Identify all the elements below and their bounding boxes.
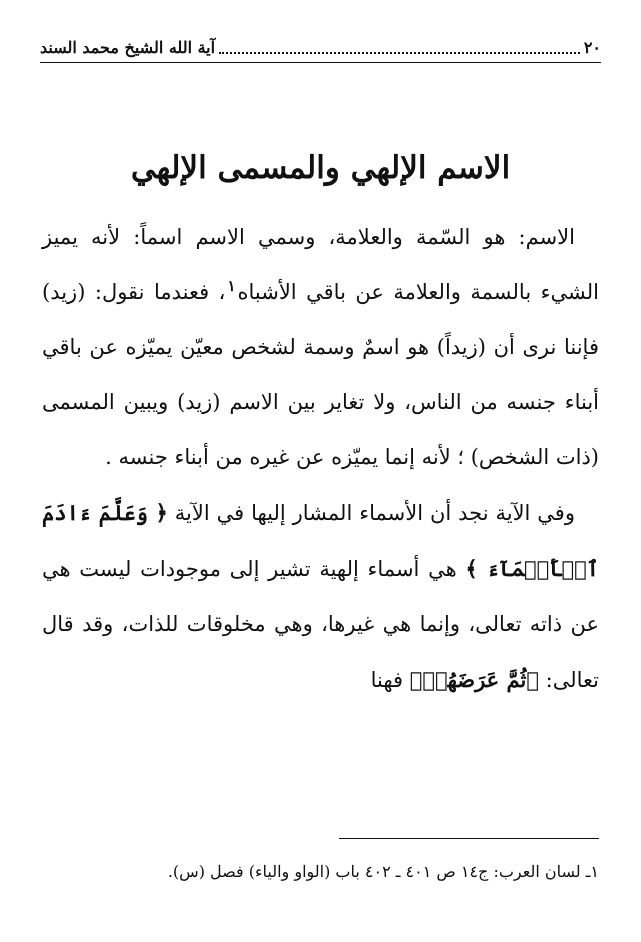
section-heading: الاسم الإلهي والمسمى الإلهي [130, 150, 511, 186]
footnote-reference: ١ [227, 277, 236, 295]
quran-verse-1: ﴿ وَعَلَّمَ ءَادَمَ ٱلۡأَسۡمَآءَ ﴾ [42, 500, 599, 581]
running-header [40, 34, 601, 60]
paragraph-2 [42, 485, 599, 708]
footnote-rule [339, 838, 599, 839]
dot-leader [219, 50, 580, 54]
paragraph-1-part-1: الاسم: هو السّمة والعلامة، وسمي الاسم اسماً: لأنه يميز الشيء بالسمة والعلامة عن باقي الأشباه [42, 225, 599, 304]
page-number: ٢٠ [583, 37, 601, 57]
quran-verse-2: ﴿ثُمَّ عَرَضَهُمۡ﴾ [409, 667, 539, 692]
body-text [42, 210, 599, 708]
paragraph-2-part-1: وفي الآية نجد أن الأسماء المشار إليها في الآية [174, 501, 575, 525]
footnote: ١ـ لسان العرب: ج١٤ ص ٤٠١ ـ ٤٠٢ باب (الواو والياء) فصل (س). [167, 862, 599, 881]
paragraph-2-part-2: هي أسماء إلهية تشير إلى موجودات ليست هي عن ذاته تعالى، وإنما هي غيرها، وهي مخلوقات للذات، وقد قال تعالى: [42, 557, 599, 692]
header-rule [40, 62, 601, 63]
header-author: آية الله الشيخ محمد السند [40, 37, 216, 57]
paragraph-2-part-3: فهنا [370, 668, 404, 692]
paragraph-1-part-2: ، فعندما نقول: (زيد) فإننا نرى أن (زيداً) هو اسمٌ وسمة لشخص معيّن يميّزه عن باقي أبناء جنسه من الناس، ولا تغاير بين الاسم (زيد) ويبين المسمى (ذات الشخص) ؛ لأنه إنما يميّزه عن غيره من أبناء جنسه . [42, 280, 599, 469]
paragraph-1 [42, 210, 599, 485]
